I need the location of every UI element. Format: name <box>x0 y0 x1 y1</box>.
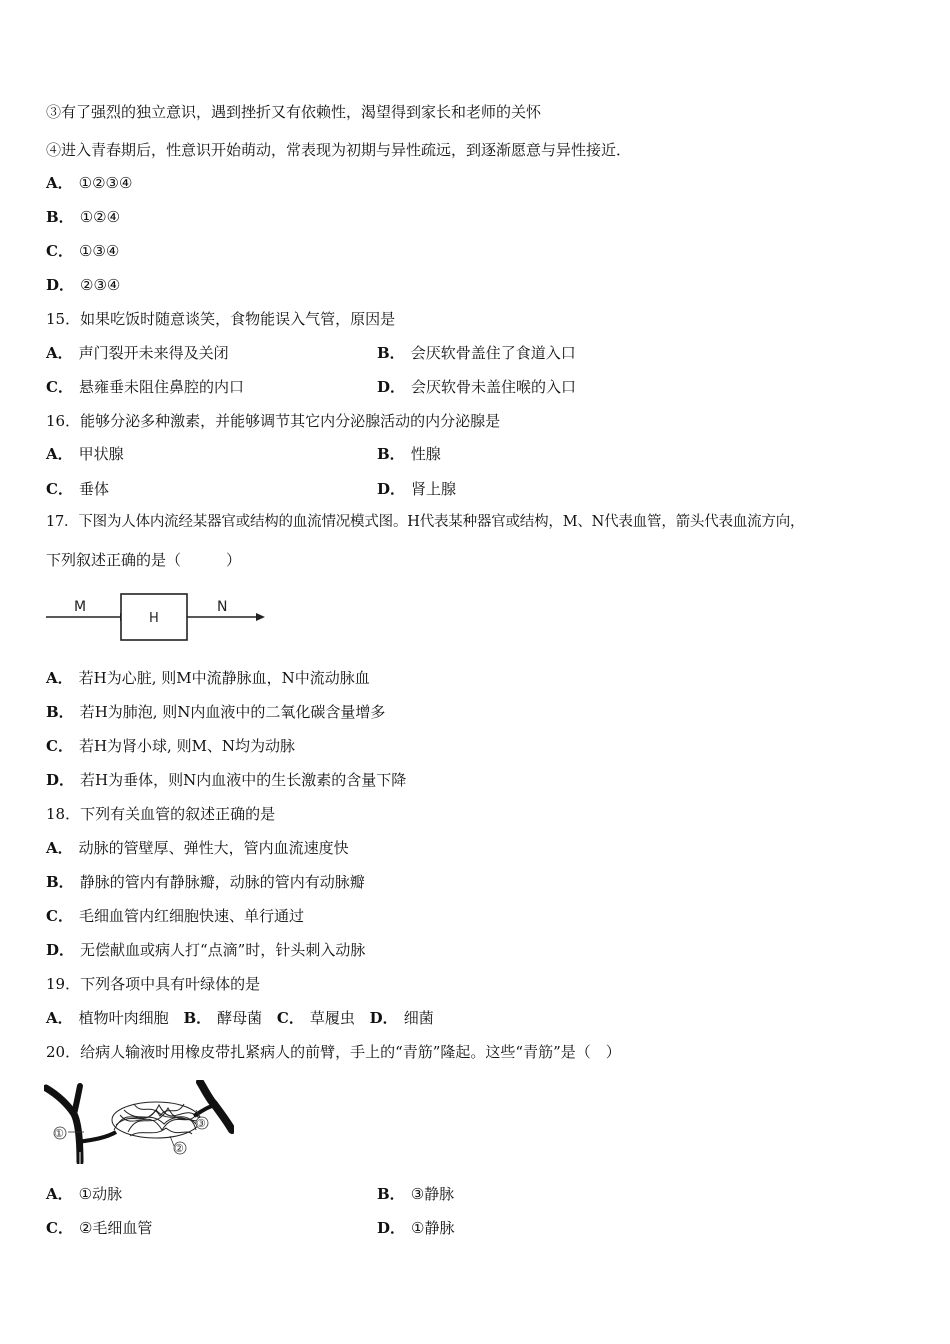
option-text: 植物叶肉细胞 <box>78 1009 169 1027</box>
q16-option-a[interactable] <box>46 444 124 464</box>
q15-option-c[interactable] <box>46 377 244 397</box>
option-text: ①②③④ <box>78 174 133 192</box>
q19-option-c[interactable] <box>277 1009 355 1027</box>
option-label: D． <box>46 771 75 789</box>
label-h: H <box>149 611 159 626</box>
label-m: M <box>74 599 87 615</box>
option-c[interactable] <box>46 241 119 261</box>
q20-option-c[interactable] <box>46 1218 152 1238</box>
option-label: B． <box>377 1185 405 1203</box>
option-label: C． <box>276 1009 304 1027</box>
option-text: 会厌软骨盖住了食道入口 <box>410 344 576 362</box>
option-text: ①静脉 <box>411 1219 455 1237</box>
q15-option-b[interactable] <box>377 343 576 363</box>
option-label: D． <box>46 941 75 959</box>
option-label: B． <box>377 445 405 463</box>
q19-option-d[interactable] <box>370 1009 434 1027</box>
option-label: B． <box>183 1009 212 1027</box>
q15-option-a[interactable] <box>46 343 229 363</box>
option-text: 细菌 <box>403 1009 434 1027</box>
option-text: ②毛细血管 <box>78 1219 153 1237</box>
option-label: D． <box>369 1009 398 1027</box>
option-label: C． <box>46 378 73 396</box>
option-label: C． <box>46 907 73 925</box>
option-text: 草履虫 <box>309 1009 355 1027</box>
option-text: ①②④ <box>79 208 121 226</box>
option-label: B． <box>46 873 74 891</box>
option-text: 若H为心脏, 则M中流静脉血，N中流动脉血 <box>78 669 370 687</box>
question-19-stem: 19．下列各项中具有叶绿体的是 <box>46 975 261 993</box>
option-text: 垂体 <box>78 480 109 498</box>
q18-option-d[interactable] <box>46 940 365 960</box>
option-text: 会厌软骨未盖住喉的入口 <box>411 378 577 396</box>
option-label: D． <box>377 378 406 396</box>
q19-options-row <box>46 1008 444 1028</box>
label-1: ① <box>54 1127 64 1140</box>
statement-4: ④进入青春期后，性意识开始萌动，常表现为初期与异性疏远，到逐渐愿意与异性接近． <box>46 141 632 159</box>
option-label: C． <box>46 242 73 260</box>
option-text: 声门裂开未来得及关闭 <box>78 344 229 362</box>
option-text: 若H为肺泡, 则N内血液中的二氧化碳含量增多 <box>79 703 386 721</box>
option-label: D． <box>377 480 406 498</box>
option-label: A． <box>46 174 73 192</box>
option-label: A． <box>46 1185 73 1203</box>
option-b[interactable] <box>46 207 120 227</box>
q17-option-b[interactable] <box>46 702 385 722</box>
question-15-stem: 15．如果吃饭时随意谈笑，食物能误入气管，原因是 <box>46 310 396 328</box>
option-label: B． <box>46 208 74 226</box>
option-text: 酵母菌 <box>217 1009 263 1027</box>
option-text: 无偿献血或病人打“点滴”时，针头刺入动脉 <box>80 941 366 959</box>
option-label: A． <box>46 445 73 463</box>
q19-option-a[interactable] <box>46 1009 169 1027</box>
option-label: D． <box>377 1219 406 1237</box>
option-label: C． <box>46 1219 73 1237</box>
q16-option-d[interactable] <box>377 479 456 499</box>
capillary-network-diagram <box>44 1080 234 1164</box>
q20-option-a[interactable] <box>46 1184 122 1204</box>
q18-option-c[interactable] <box>46 906 304 926</box>
option-d[interactable] <box>46 275 120 295</box>
option-text: 若H为垂体，则N内血液中的生长激素的含量下降 <box>80 771 407 789</box>
q18-option-a[interactable] <box>46 838 349 858</box>
q16-option-b[interactable] <box>377 444 441 464</box>
option-a[interactable] <box>46 173 132 193</box>
q17-option-c[interactable] <box>46 736 295 756</box>
option-label: C． <box>46 480 73 498</box>
option-text: ③静脉 <box>410 1185 455 1203</box>
option-label: D． <box>46 276 75 294</box>
option-label: A． <box>46 344 73 362</box>
option-text: 若H为肾小球, 则M、N均为动脉 <box>78 737 296 755</box>
q15-option-d[interactable] <box>377 377 576 397</box>
question-20-stem: 20．给病人输液时用橡皮带扎紧病人的前臂，手上的“青筋”隆起。这些“青筋”是（ ） <box>46 1043 621 1061</box>
option-text: 甲状腺 <box>78 445 124 463</box>
option-text: 动脉的管壁厚、弹性大，管内血流速度快 <box>78 839 349 857</box>
q19-option-b[interactable] <box>183 1009 262 1027</box>
option-label: B． <box>46 703 74 721</box>
label-2: ② <box>174 1142 184 1155</box>
option-text: 静脉的管内有静脉瓣，动脉的管内有动脉瓣 <box>79 873 365 891</box>
option-text: ①动脉 <box>78 1185 123 1203</box>
arrow-head-icon <box>256 613 265 621</box>
q17-option-a[interactable] <box>46 668 370 688</box>
blood-flow-diagram <box>44 590 274 646</box>
question-18-stem: 18．下列有关血管的叙述正确的是 <box>46 805 276 823</box>
option-label: A． <box>46 1009 73 1027</box>
option-label: A． <box>46 839 73 857</box>
option-text: ②③④ <box>80 276 121 294</box>
statement-3: ③有了强烈的独立意识，遇到挫折又有依赖性，渴望得到家长和老师的关怀 <box>46 103 542 121</box>
option-text: 肾上腺 <box>411 480 457 498</box>
q20-option-b[interactable] <box>377 1184 454 1204</box>
option-label: A． <box>46 669 73 687</box>
question-17-stem-line1: 17．下图为人体内流经某器官或结构的血流情况模式图。H代表某种器官或结构，M、N代表血管，箭头代表血流方向， <box>46 514 805 530</box>
label-3: ③ <box>196 1117 206 1130</box>
option-text: 毛细血管内红细胞快速、单行通过 <box>78 907 304 925</box>
label-n: N <box>217 599 228 615</box>
option-text: 悬雍垂未阻住鼻腔的内口 <box>78 378 244 396</box>
question-17-stem-line2: 下列叙述正确的是（ ） <box>46 551 242 569</box>
option-label: B． <box>377 344 405 362</box>
q18-option-b[interactable] <box>46 872 365 892</box>
q16-option-c[interactable] <box>46 479 109 499</box>
q20-option-d[interactable] <box>377 1218 454 1238</box>
question-16-stem: 16．能够分泌多种激素，并能够调节其它内分泌腺活动的内分泌腺是 <box>46 412 501 430</box>
option-label: C． <box>46 737 73 755</box>
q17-option-d[interactable] <box>46 770 406 790</box>
option-text: 性腺 <box>410 445 441 463</box>
option-text: ①③④ <box>78 242 120 260</box>
